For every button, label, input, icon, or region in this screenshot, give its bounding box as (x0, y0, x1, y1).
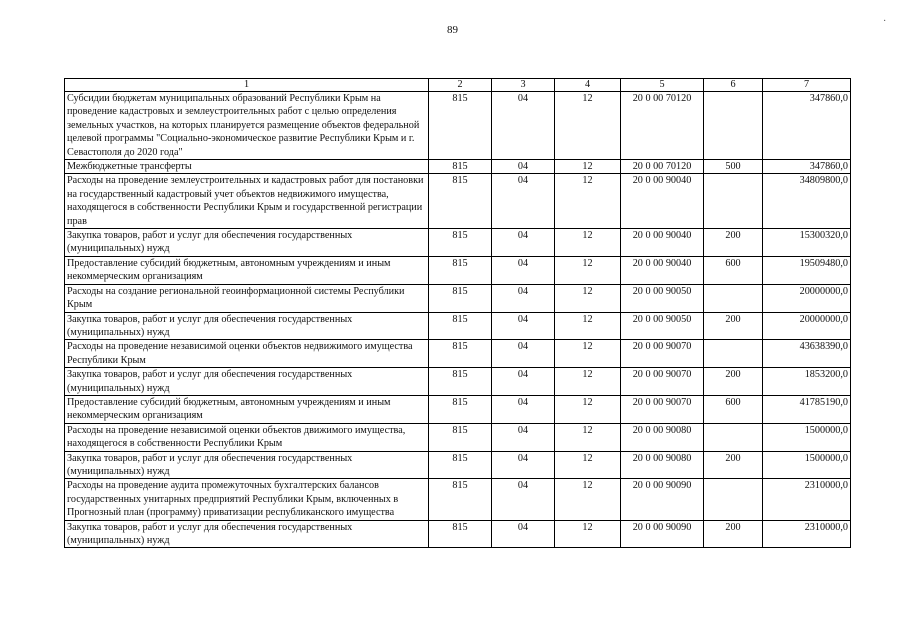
cell-expense-type (704, 284, 763, 312)
cell-subsection-code: 12 (555, 174, 621, 229)
cell-amount: 1500000,0 (763, 423, 851, 451)
row-description: Расходы на проведение независимой оценки объектов недвижимого имущества Республики Крым (65, 340, 429, 368)
cell-expense-type (704, 479, 763, 520)
cell-ministry-code: 815 (429, 92, 492, 160)
table-row (65, 479, 851, 520)
cell-subsection-code: 12 (555, 423, 621, 451)
cell-amount: 2310000,0 (763, 479, 851, 520)
table-row (65, 256, 851, 284)
cell-expense-type: 200 (704, 520, 763, 548)
column-header: 5 (621, 79, 704, 92)
row-description: Субсидии бюджетам муниципальных образований Республики Крым на проведение кадастровых и землеустроительных работ с целью определения земельных участков, на которых планируется размещение объектов федеральной целевой программы "Социально-экономическое развитие Республики Крым и г. Севастополя до 2020 года" (65, 92, 429, 160)
edge-mark: · (883, 16, 887, 27)
row-description: Закупка товаров, работ и услуг для обеспечения государственных (муниципальных) нужд (65, 368, 429, 396)
cell-ministry-code: 815 (429, 174, 492, 229)
budget-table (64, 78, 851, 548)
row-description: Расходы на проведение аудита промежуточных бухгалтерских балансов государственных унитарных предприятий Республики Крым, включенных в Прогнозный план (программу) приватизации республиканского имущества (65, 479, 429, 520)
row-description: Закупка товаров, работ и услуг для обеспечения государственных (муниципальных) нужд (65, 520, 429, 548)
cell-section-code: 04 (492, 368, 555, 396)
cell-subsection-code: 12 (555, 92, 621, 160)
cell-amount: 1500000,0 (763, 451, 851, 479)
cell-target-article: 20 0 00 90080 (621, 451, 704, 479)
column-header: 6 (704, 79, 763, 92)
cell-amount: 347860,0 (763, 92, 851, 160)
cell-section-code: 04 (492, 520, 555, 548)
cell-expense-type: 200 (704, 368, 763, 396)
cell-amount: 43638390,0 (763, 340, 851, 368)
cell-ministry-code: 815 (429, 312, 492, 340)
cell-ministry-code: 815 (429, 368, 492, 396)
row-description: Межбюджетные трансферты (65, 160, 429, 174)
table-row (65, 160, 851, 174)
row-description: Предоставление субсидий бюджетным, автономным учреждениям и иным некоммерческим организациям (65, 395, 429, 423)
row-description: Расходы на создание региональной геоинформационной системы Республики Крым (65, 284, 429, 312)
table-row (65, 229, 851, 257)
cell-amount: 20000000,0 (763, 284, 851, 312)
table-row (65, 284, 851, 312)
cell-target-article: 20 0 00 90040 (621, 229, 704, 257)
cell-subsection-code: 12 (555, 256, 621, 284)
cell-target-article: 20 0 00 90090 (621, 479, 704, 520)
cell-target-article: 20 0 00 90050 (621, 284, 704, 312)
cell-section-code: 04 (492, 160, 555, 174)
cell-target-article: 20 0 00 90070 (621, 340, 704, 368)
cell-ministry-code: 815 (429, 520, 492, 548)
cell-expense-type (704, 174, 763, 229)
cell-amount: 20000000,0 (763, 312, 851, 340)
cell-target-article: 20 0 00 90080 (621, 423, 704, 451)
cell-expense-type (704, 423, 763, 451)
cell-section-code: 04 (492, 256, 555, 284)
cell-target-article: 20 0 00 70120 (621, 160, 704, 174)
cell-section-code: 04 (492, 312, 555, 340)
table-row (65, 423, 851, 451)
table-row (65, 340, 851, 368)
column-header: 7 (763, 79, 851, 92)
cell-target-article: 20 0 00 90040 (621, 174, 704, 229)
table-row (65, 451, 851, 479)
cell-target-article: 20 0 00 90070 (621, 368, 704, 396)
row-description: Расходы на проведение независимой оценки объектов движимого имущества, находящегося в собственности Республики Крым (65, 423, 429, 451)
column-header: 3 (492, 79, 555, 92)
cell-expense-type: 200 (704, 229, 763, 257)
cell-ministry-code: 815 (429, 451, 492, 479)
cell-section-code: 04 (492, 92, 555, 160)
column-header: 2 (429, 79, 492, 92)
cell-subsection-code: 12 (555, 340, 621, 368)
table-row (65, 395, 851, 423)
cell-section-code: 04 (492, 174, 555, 229)
cell-section-code: 04 (492, 340, 555, 368)
column-header: 1 (65, 79, 429, 92)
cell-target-article: 20 0 00 90050 (621, 312, 704, 340)
cell-amount: 1853200,0 (763, 368, 851, 396)
page-number: 89 (447, 24, 458, 36)
cell-target-article: 20 0 00 90070 (621, 395, 704, 423)
cell-amount: 41785190,0 (763, 395, 851, 423)
cell-section-code: 04 (492, 395, 555, 423)
cell-target-article: 20 0 00 70120 (621, 92, 704, 160)
table-row (65, 520, 851, 548)
row-description: Предоставление субсидий бюджетным, автономным учреждениям и иным некоммерческим организациям (65, 256, 429, 284)
cell-section-code: 04 (492, 229, 555, 257)
row-description: Закупка товаров, работ и услуг для обеспечения государственных (муниципальных) нужд (65, 451, 429, 479)
cell-target-article: 20 0 00 90090 (621, 520, 704, 548)
cell-ministry-code: 815 (429, 229, 492, 257)
cell-ministry-code: 815 (429, 284, 492, 312)
cell-subsection-code: 12 (555, 520, 621, 548)
cell-amount: 347860,0 (763, 160, 851, 174)
cell-expense-type: 600 (704, 395, 763, 423)
cell-subsection-code: 12 (555, 395, 621, 423)
cell-ministry-code: 815 (429, 395, 492, 423)
cell-expense-type (704, 340, 763, 368)
cell-subsection-code: 12 (555, 312, 621, 340)
cell-expense-type: 600 (704, 256, 763, 284)
cell-section-code: 04 (492, 451, 555, 479)
cell-amount: 19509480,0 (763, 256, 851, 284)
cell-amount: 15300320,0 (763, 229, 851, 257)
cell-ministry-code: 815 (429, 256, 492, 284)
header-row (65, 79, 851, 92)
table-body (65, 92, 851, 548)
table-row (65, 174, 851, 229)
cell-subsection-code: 12 (555, 451, 621, 479)
cell-subsection-code: 12 (555, 479, 621, 520)
cell-expense-type: 200 (704, 451, 763, 479)
cell-target-article: 20 0 00 90040 (621, 256, 704, 284)
cell-amount: 34809800,0 (763, 174, 851, 229)
row-description: Расходы на проведение землеустроительных и кадастровых работ для постановки на государственный кадастровый учет объектов недвижимого имущества, находящегося в собственности Республики Крым и государственной регистрации прав (65, 174, 429, 229)
cell-subsection-code: 12 (555, 229, 621, 257)
cell-expense-type: 200 (704, 312, 763, 340)
cell-amount: 2310000,0 (763, 520, 851, 548)
cell-ministry-code: 815 (429, 423, 492, 451)
cell-subsection-code: 12 (555, 368, 621, 396)
row-description: Закупка товаров, работ и услуг для обеспечения государственных (муниципальных) нужд (65, 312, 429, 340)
column-header: 4 (555, 79, 621, 92)
cell-section-code: 04 (492, 423, 555, 451)
cell-subsection-code: 12 (555, 160, 621, 174)
table-row (65, 368, 851, 396)
cell-expense-type (704, 92, 763, 160)
table-row (65, 312, 851, 340)
table-row (65, 92, 851, 160)
cell-ministry-code: 815 (429, 160, 492, 174)
cell-expense-type: 500 (704, 160, 763, 174)
cell-section-code: 04 (492, 479, 555, 520)
cell-subsection-code: 12 (555, 284, 621, 312)
row-description: Закупка товаров, работ и услуг для обеспечения государственных (муниципальных) нужд (65, 229, 429, 257)
cell-ministry-code: 815 (429, 340, 492, 368)
cell-section-code: 04 (492, 284, 555, 312)
cell-ministry-code: 815 (429, 479, 492, 520)
